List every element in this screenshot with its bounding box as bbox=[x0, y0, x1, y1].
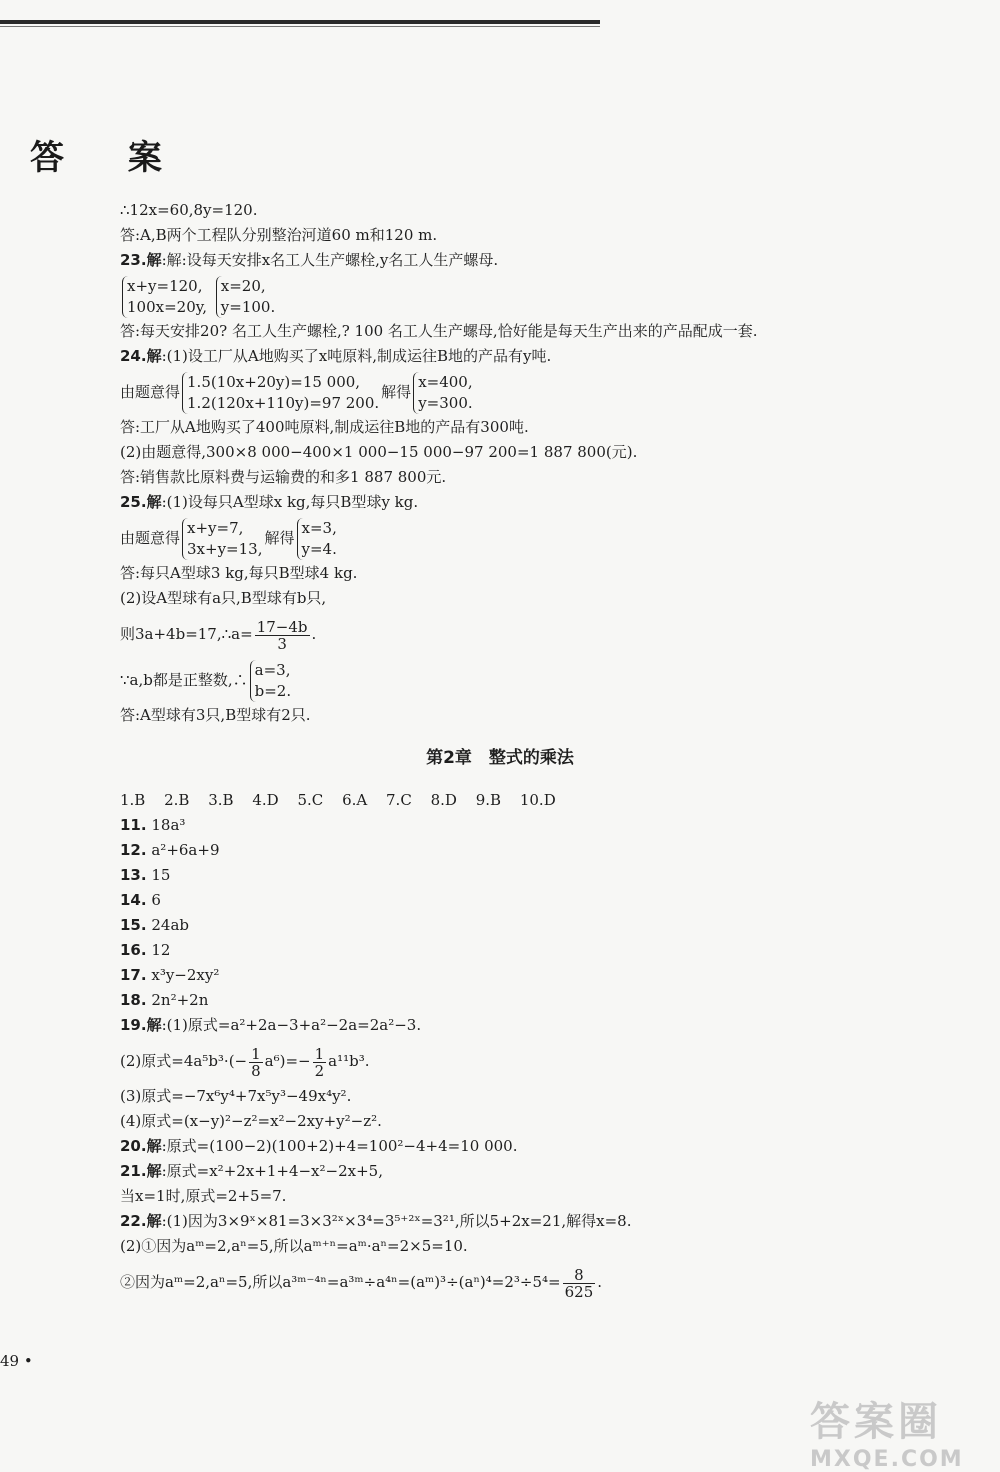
answer-11: 11. 18a³ bbox=[120, 816, 186, 834]
answer-17: 17. x³y−2xy² bbox=[120, 966, 220, 984]
fraction: $\frac{1}{8}$ bbox=[251, 1044, 261, 1080]
text-line: (2)由题意得,300×8 000−400×1 000−15 000−97 200=1 887 800(元). bbox=[120, 443, 638, 461]
choice-answer: 8.D bbox=[430, 791, 457, 809]
equation-system: x+y=7, 3x+y=13, bbox=[182, 518, 262, 560]
answer-15: 15. 24ab bbox=[120, 916, 189, 934]
solution-label: 解 bbox=[146, 251, 162, 269]
equation-system-line: ∵a,b都是正整数,∴a=3, b=2. bbox=[120, 661, 292, 700]
problem-25: 25.解:(1)设每只A型球x kg,每只B型球y kg. bbox=[120, 493, 419, 511]
equation-system-line: 由题意得1.5(10x+20y)=15 000, 1.2(120x+110y)=97 200.解得x=400, y=300. bbox=[120, 373, 473, 412]
fraction: $\frac{17-4b}{3}$ bbox=[256, 617, 308, 653]
choice-answer: 10.D bbox=[519, 791, 556, 809]
answer-21-part2: 当x=1时,原式=2+5=7. bbox=[120, 1187, 287, 1205]
answer-14: 14. 6 bbox=[120, 891, 161, 909]
problem-number: 25. bbox=[120, 493, 147, 511]
equation-system: x+y=120, 100x=20y, bbox=[122, 276, 207, 318]
choice-answer: 1.B bbox=[120, 791, 146, 809]
answer-19-part2: (2)原式=4a⁵b³·(− $\frac{1}{8}$ a⁶)=− $\frac{1}{2}$ a¹¹b³. bbox=[120, 1044, 370, 1080]
page-heading: 答 案 bbox=[30, 138, 188, 178]
fraction-line: 则3a+4b=17,∴a= $\frac{17-4b}{3}$ . bbox=[120, 617, 317, 653]
answer-16: 16. 12 bbox=[120, 941, 171, 959]
answer-21: 21.解:原式=x²+2x+1+4−x²−2x+5, bbox=[120, 1162, 383, 1180]
solution-label: 解 bbox=[146, 347, 162, 365]
chapter-title: 第2章 整式的乘法 bbox=[426, 748, 574, 768]
text-line: 答:每只A型球3 kg,每只B型球4 kg. bbox=[120, 564, 358, 582]
watermark-url: MXQE.COM bbox=[810, 1447, 964, 1472]
answer-22-part2: (2)①因为aᵐ=2,aⁿ=5,所以aᵐ⁺ⁿ=aᵐ·aⁿ=2×5=10. bbox=[120, 1237, 468, 1255]
answer-19-part3: (3)原式=−7x⁶y⁴+7x⁵y³−49x⁴y². bbox=[120, 1087, 352, 1105]
choice-answer: 7.C bbox=[386, 791, 412, 809]
text-line: 答:A,B两个工程队分别整治河道60 m和120 m. bbox=[120, 226, 438, 244]
answer-19: 19.解:(1)原式=a²+2a−3+a²−2a=2a²−3. bbox=[120, 1016, 422, 1034]
choice-answers bbox=[120, 788, 920, 813]
page-number: 49 • bbox=[0, 1352, 33, 1370]
choice-answer: 4.D bbox=[252, 791, 279, 809]
answer-13: 13. 15 bbox=[120, 866, 171, 884]
equation-system-line: 由题意得x+y=7, 3x+y=13,解得x=3, y=4. bbox=[120, 519, 337, 558]
text: :解:设每天安排x名工人生产螺栓,y名工人生产螺母. bbox=[161, 251, 499, 269]
solution-label: 解 bbox=[146, 493, 162, 511]
text-line: (2)设A型球有a只,B型球有b只, bbox=[120, 589, 327, 607]
answer-22-part3: ②因为aᵐ=2,aⁿ=5,所以a³ᵐ⁻⁴ⁿ=a³ᵐ÷a⁴ⁿ=(aᵐ)³÷(aⁿ)⁴=2³÷5⁴= $\frac{8}{625}$ . bbox=[120, 1265, 603, 1301]
equation-system-line bbox=[120, 273, 920, 319]
top-rule-thin bbox=[0, 26, 600, 27]
solution-system: x=400, y=300. bbox=[413, 372, 472, 414]
fraction: $\frac{1}{2}$ bbox=[314, 1044, 325, 1080]
choice-answer: 3.B bbox=[208, 791, 234, 809]
answer-19-part4: (4)原式=(x−y)²−z²=x²−2xy+y²−z². bbox=[120, 1112, 382, 1130]
answer-20: 20.解:原式=(100−2)(100+2)+4=100²−4+4=10 000. bbox=[120, 1137, 518, 1155]
solution-system: x=20, y=100. bbox=[216, 276, 275, 318]
choice-answer: 6.A bbox=[342, 791, 368, 809]
answer-content bbox=[120, 198, 920, 1305]
answer-18: 18. 2n²+2n bbox=[120, 991, 209, 1009]
equation-system: 1.5(10x+20y)=15 000, 1.2(120x+110y)=97 200. bbox=[182, 372, 379, 414]
choice-answer: 2.B bbox=[164, 791, 190, 809]
choice-answer: 5.C bbox=[297, 791, 324, 809]
text-line: 答:A型球有3只,B型球有2只. bbox=[120, 706, 311, 724]
text-line: 答:工厂从A地购买了400吨原料,制成运往B地的产品有300吨. bbox=[120, 418, 529, 436]
text-line: 答:销售款比原料费与运输费的和多1 887 800元. bbox=[120, 468, 447, 486]
problem-number: 23. bbox=[120, 251, 147, 269]
problem-number: 24. bbox=[120, 347, 147, 365]
solution-system: x=3, y=4. bbox=[297, 518, 337, 560]
top-rule bbox=[0, 20, 600, 24]
text-line: 答:每天安排20? 名工人生产螺栓,? 100 名工人生产螺母,恰好能是每天生产出来的产品配成一套. bbox=[120, 322, 758, 340]
watermark-text: 答案圈 bbox=[810, 1399, 942, 1445]
answer-12: 12. a²+6a+9 bbox=[120, 841, 220, 859]
problem-23 bbox=[120, 248, 920, 273]
fraction: $\frac{8}{625}$ bbox=[564, 1265, 594, 1301]
problem-24: 24.解:(1)设工厂从A地购买了x吨原料,制成运往B地的产品有y吨. bbox=[120, 347, 552, 365]
watermark-logo bbox=[810, 1390, 990, 1470]
choice-answer: 9.B bbox=[475, 791, 502, 809]
answer-22: 22.解:(1)因为3×9ˣ×81=3×3²ˣ×3⁴=3⁵⁺²ˣ=3²¹,所以5+2x=21,解得x=8. bbox=[120, 1212, 632, 1230]
solution-system: a=3, b=2. bbox=[250, 660, 291, 702]
text-line: ∴12x=60,8y=120. bbox=[120, 201, 258, 219]
